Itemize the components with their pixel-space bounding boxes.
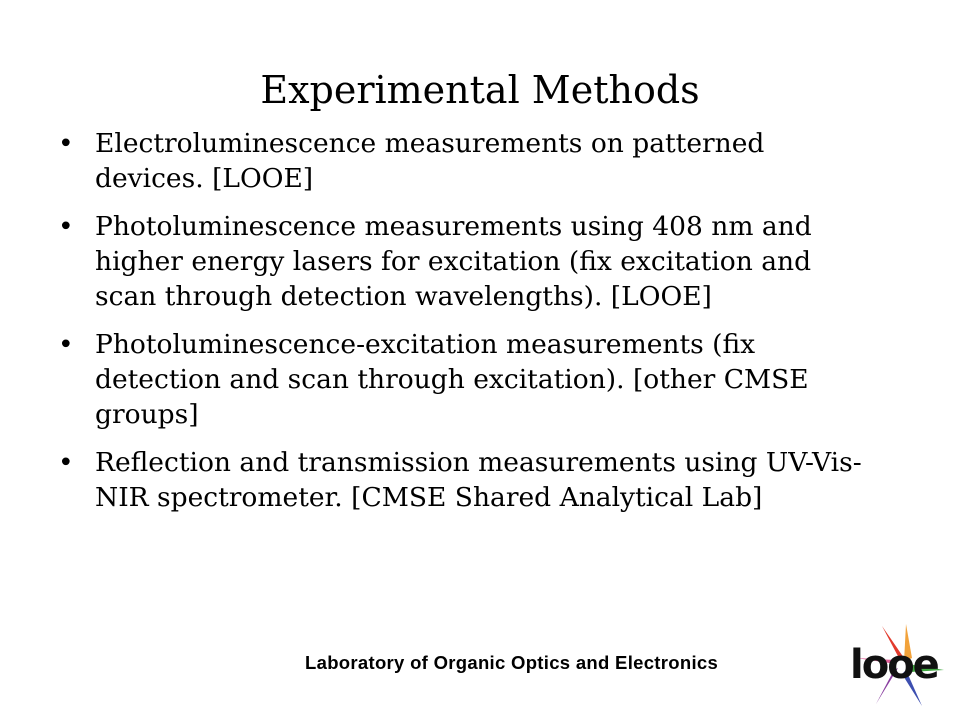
bullet-dot: • [58,447,74,478]
bullet-dot: • [58,128,74,159]
slide-title: Experimental Methods [260,68,700,112]
bullet-dot: • [58,211,74,242]
bullet-text: Electroluminescence measurements on patterned devices. [LOOE] [95,128,765,194]
bullet-item [58,445,878,515]
bullet-text: Photoluminescence-excitation measurements (fix detection and scan through excitation). [other CMSE groups] [95,329,809,430]
bullet-list [58,126,878,528]
logo-wordmark: looe [850,642,938,688]
bullet-text: Reflection and transmission measurements using UV-Vis-NIR spectrometer. [CMSE Shared Analytical Lab] [95,447,862,513]
bullet-item [58,209,878,314]
bullet-text: Photoluminescence measurements using 408 nm and higher energy lasers for excitation (fix excitation and scan through detection wavelengths). [LOOE] [95,211,812,312]
looe-logo [846,618,946,710]
bullet-dot: • [58,329,74,360]
bullet-item [58,327,878,432]
bullet-item [58,126,878,196]
footer-lab-name: Laboratory of Organic Optics and Electronics [305,652,719,673]
